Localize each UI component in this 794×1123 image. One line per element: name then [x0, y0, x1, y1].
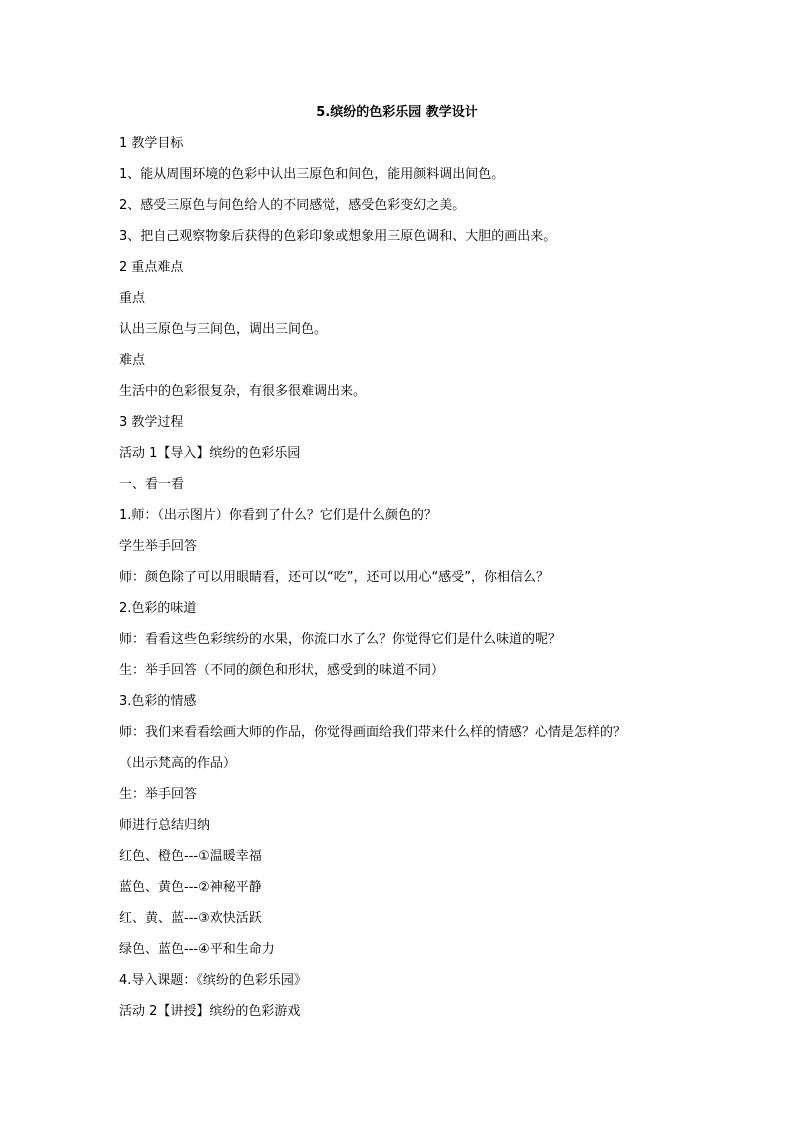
objective-item-1: 1、能从周围环境的色彩中认出三原色和间色，能用颜料调出间色。 [119, 167, 505, 182]
list-item: 绿色、蓝色---④平和生命力 [119, 942, 275, 957]
document-title: 5.缤纷的色彩乐园 教学设计 [316, 105, 478, 120]
paragraph: 师：颜色除了可以用眼睛看，还可以“吃”，还可以用心“感受”，你相信么？ [119, 570, 549, 585]
list-item: 红色、橙色---①温暖幸福 [119, 849, 262, 864]
paragraph: 师：我们来看看绘画大师的作品，你觉得画面给我们带来什么样的情感？心情是怎样的？ [119, 725, 627, 740]
subheading-difficulty: 难点 [119, 353, 146, 368]
subheading-key-point: 重点 [119, 291, 146, 306]
activity-1-heading: 活动 1【导入】缤纷的色彩乐园 [119, 446, 301, 461]
objective-item-2: 2、感受三原色与间色给人的不同感觉，感受色彩变幻之美。 [119, 198, 466, 213]
paragraph: （出示梵高的作品） [119, 756, 237, 771]
section-heading-key-points: 2 重点难点 [119, 260, 184, 275]
activity-2-heading: 活动 2【讲授】缤纷的色彩游戏 [119, 1004, 301, 1019]
step-heading: 2.色彩的味道 [119, 601, 197, 616]
paragraph: 生：举手回答（不同的颜色和形状，感受到的味道不同） [119, 663, 445, 678]
section-heading-process: 3 教学过程 [119, 415, 184, 430]
difficulty-text: 生活中的色彩很复杂，有很多很难调出来。 [119, 384, 367, 399]
paragraph: 师：看看这些色彩缤纷的水果，你流口水了么？你觉得它们是什么味道的呢？ [119, 632, 562, 647]
paragraph: 师进行总结归纳 [119, 818, 211, 833]
paragraph: 1.师：（出示图片）你看到了什么？它们是什么颜色的？ [119, 508, 437, 523]
paragraph: 生：举手回答 [119, 787, 198, 802]
key-point-text: 认出三原色与三间色，调出三间色。 [119, 322, 328, 337]
paragraph: 学生举手回答 [119, 539, 198, 554]
section-heading-objectives: 1 教学目标 [119, 136, 184, 151]
list-item: 蓝色、黄色---②神秘平静 [119, 880, 262, 895]
paragraph: 4.导入课题：《缤纷的色彩乐园》 [119, 973, 307, 988]
step-look: 一、看一看 [119, 477, 185, 492]
objective-item-3: 3、把自己观察物象后获得的色彩印象或想象用三原色调和、大胆的画出来。 [119, 229, 557, 244]
list-item: 红、黄、蓝---③欢快活跃 [119, 911, 262, 926]
step-heading: 3.色彩的情感 [119, 694, 197, 709]
